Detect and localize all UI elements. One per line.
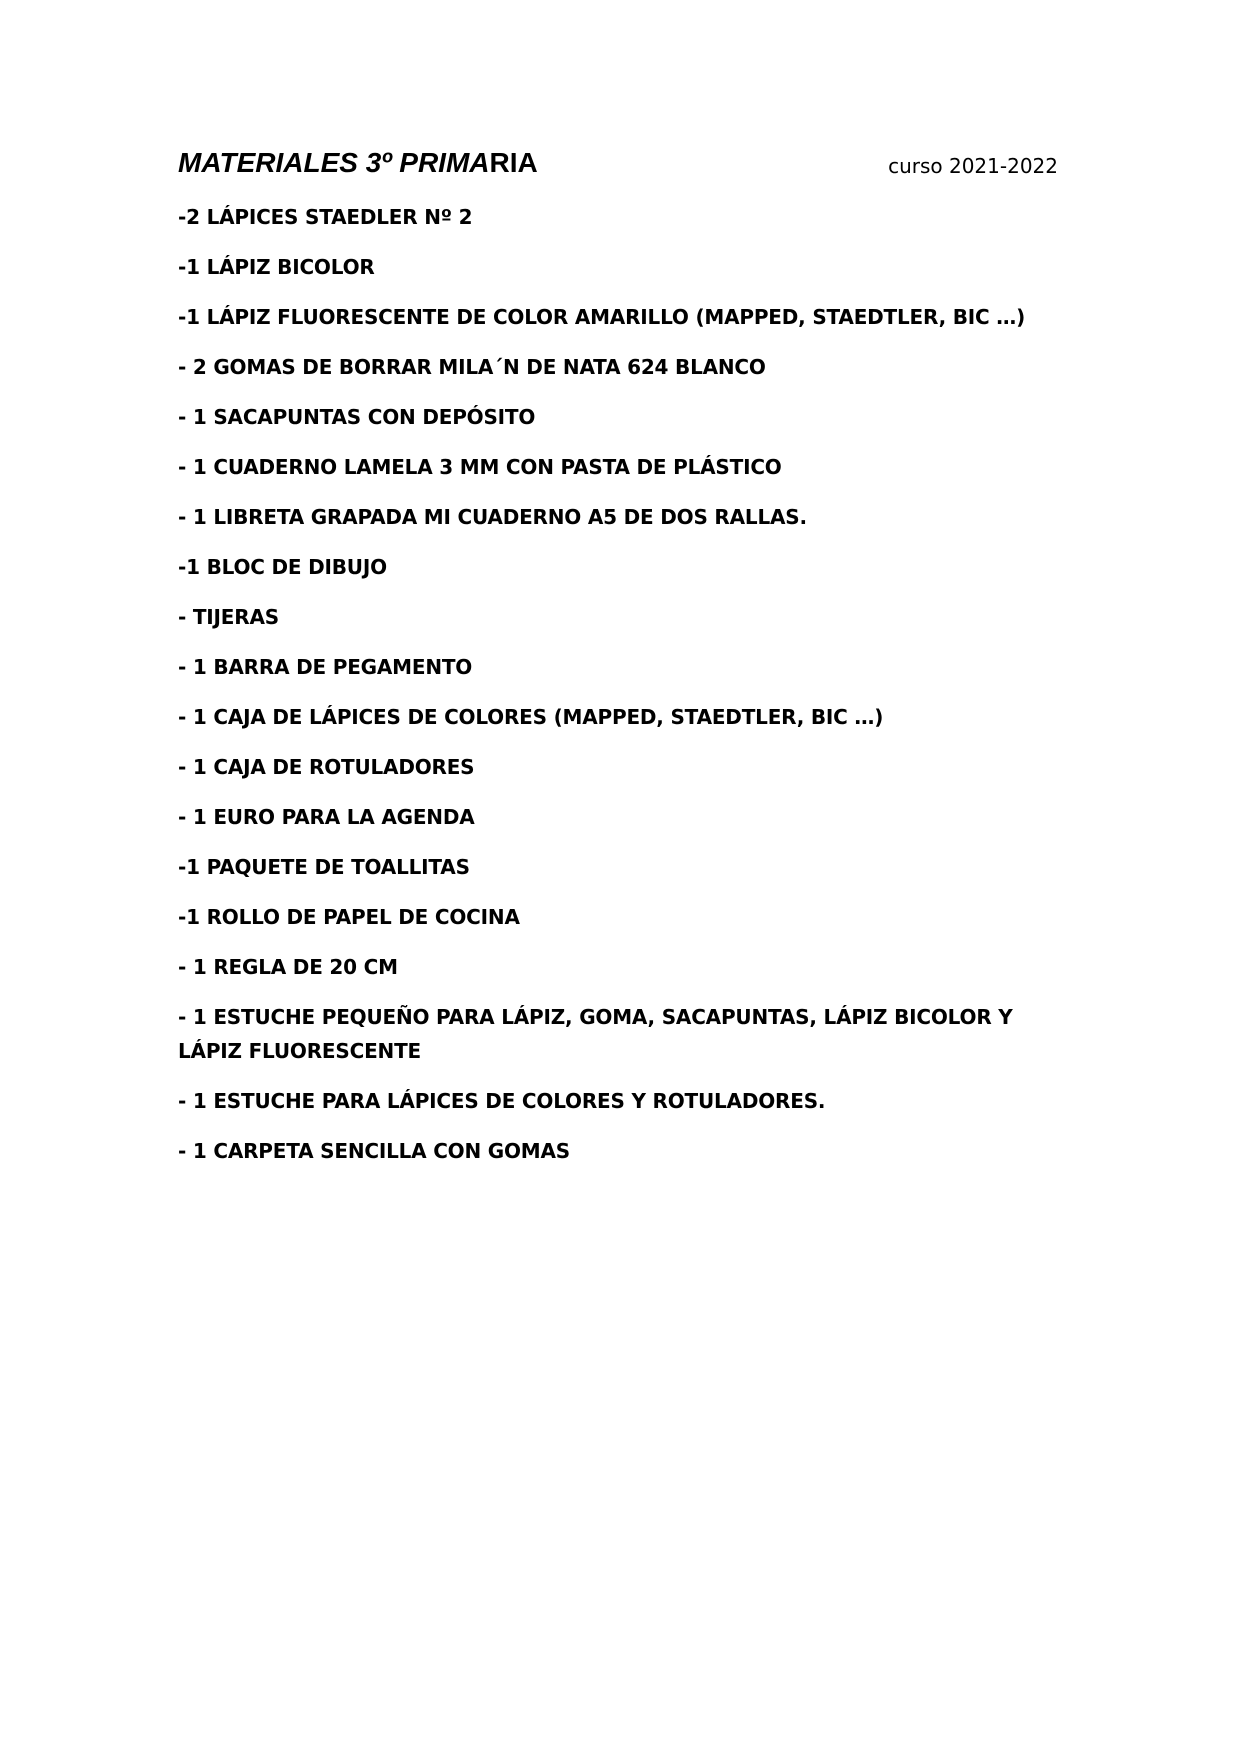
list-item: - TIJERAS <box>178 605 279 629</box>
list-item: - 1 LIBRETA GRAPADA MI CUADERNO A5 DE DOS RALLAS. <box>178 505 807 529</box>
list-item: - 2 GOMAS DE BORRAR MILA´N DE NATA 624 BLANCO <box>178 355 766 379</box>
document-header <box>178 146 1058 186</box>
list-item: -1 LÁPIZ BICOLOR <box>178 255 375 279</box>
list-item: - 1 CUADERNO LAMELA 3 MM CON PASTA DE PLÁSTICO <box>178 455 782 479</box>
list-item: - 1 CAJA DE ROTULADORES <box>178 755 475 779</box>
list-item: - 1 REGLA DE 20 CM <box>178 955 398 979</box>
list-item: - 1 ESTUCHE PEQUEÑO PARA LÁPIZ, GOMA, SACAPUNTAS, LÁPIZ BICOLOR Y LÁPIZ FLUORESCENTE <box>178 1005 1013 1063</box>
list-item: - 1 CAJA DE LÁPICES DE COLORES (MAPPED, STAEDTLER, BIC …) <box>178 705 884 729</box>
course-year: curso 2021-2022 <box>888 154 1058 178</box>
list-item: -2 LÁPICES STAEDLER Nº 2 <box>178 205 473 229</box>
list-item: -1 BLOC DE DIBUJO <box>178 555 387 579</box>
list-item: -1 PAQUETE DE TOALLITAS <box>178 855 470 879</box>
document-title-upright-part: RIA <box>489 147 538 178</box>
list-item: - 1 EURO PARA LA AGENDA <box>178 805 475 829</box>
list-item: -1 LÁPIZ FLUORESCENTE DE COLOR AMARILLO (MAPPED, STAEDTLER, BIC …) <box>178 305 1026 329</box>
document-title <box>178 146 538 180</box>
list-item: - 1 ESTUCHE PARA LÁPICES DE COLORES Y ROTULADORES. <box>178 1089 826 1113</box>
materials-list <box>178 200 1058 1184</box>
list-item: - 1 CARPETA SENCILLA CON GOMAS <box>178 1139 570 1163</box>
list-item: - 1 SACAPUNTAS CON DEPÓSITO <box>178 405 536 429</box>
list-item: -1 ROLLO DE PAPEL DE COCINA <box>178 905 520 929</box>
list-item: - 1 BARRA DE PEGAMENTO <box>178 655 473 679</box>
document-title-italic-part: MATERIALES 3º PRIMA <box>178 147 490 178</box>
